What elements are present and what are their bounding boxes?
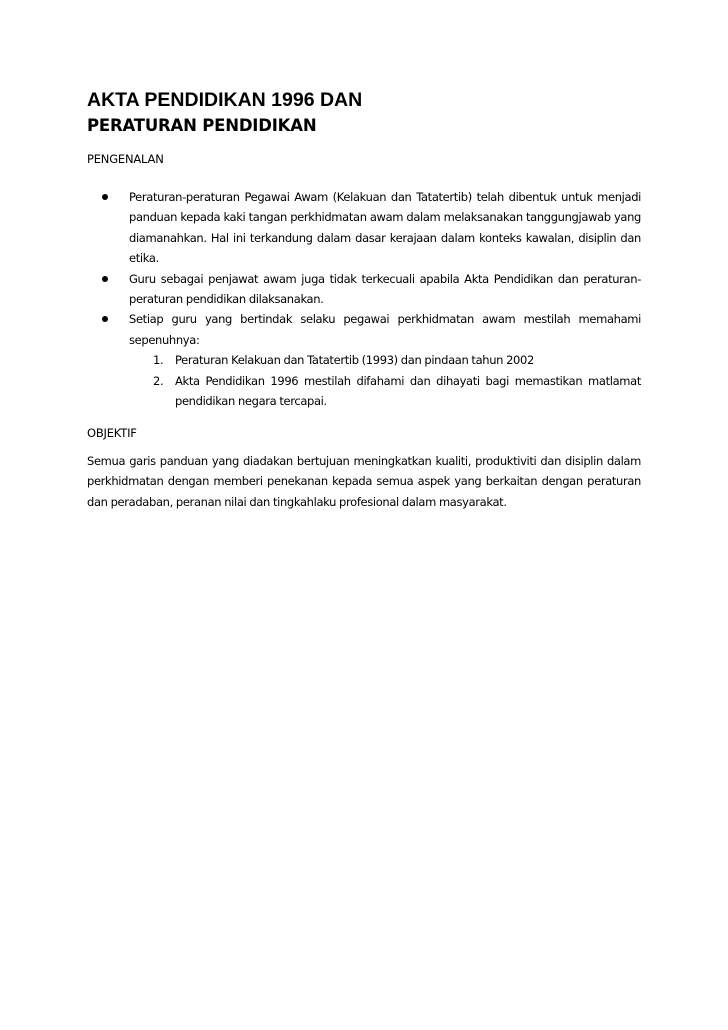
document-content [87, 88, 641, 509]
numbered-sublist [129, 350, 641, 411]
objektif-paragraph: Semua garis panduan yang diadakan bertujuan meningkatkan kualiti, produktiviti dan disiplin dalam perkhidmatan dengan memberi penekanan kepada semua aspek yang berkaitan dengan peraturan dan peradaban, peranan nilai dan tingkahlaku profesional dalam masyarakat. [87, 454, 641, 509]
section-heading-objektif: OBJEKTIF [87, 426, 137, 440]
bullet-text: Guru sebagai penjawat awam juga tidak terkecuali apabila Akta Pendidikan dan peraturan-peraturan pendidikan dilaksanakan. [129, 271, 641, 307]
pengenalan-list [87, 187, 641, 411]
item-number: 2. [153, 373, 164, 388]
item-text: Akta Pendidikan 1996 mestilah difahami dan dihayati bagi memastikan matlamat pendidikan negara tercapai. [175, 373, 641, 409]
bullet-item [87, 187, 641, 269]
bullet-icon [102, 276, 108, 282]
item-text: Peraturan Kelakuan dan Tatatertib (1993) dan pindaan tahun 2002 [175, 353, 534, 368]
document-title-line2: PERATURAN PENDIDIKAN [87, 116, 317, 135]
bullet-item [87, 309, 641, 411]
item-number: 1. [153, 353, 164, 368]
document-title-line1: AKTA PENDIDIKAN 1996 DAN [87, 89, 363, 111]
numbered-item [129, 371, 641, 412]
bullet-icon [102, 194, 108, 200]
bullet-icon [102, 316, 108, 322]
bullet-text: Setiap guru yang bertindak selaku pegawai perkhidmatan awam mestilah memahami sepenuhnya: [129, 312, 641, 347]
numbered-item [129, 350, 641, 370]
bullet-item [87, 269, 641, 310]
bullet-text: Peraturan-peraturan Pegawai Awam (Kelakuan dan Tatatertib) telah dibentuk untuk menjadi panduan kepada kaki tangan perkhidmatan awam dalam melaksanakan tanggungjawab yang diamanahkan. Hal ini terkandung dalam dasar kerajaan dalam konteks kawalan, disiplin dan etika. [129, 190, 641, 266]
section-heading-pengenalan: PENGENALAN [87, 152, 164, 166]
